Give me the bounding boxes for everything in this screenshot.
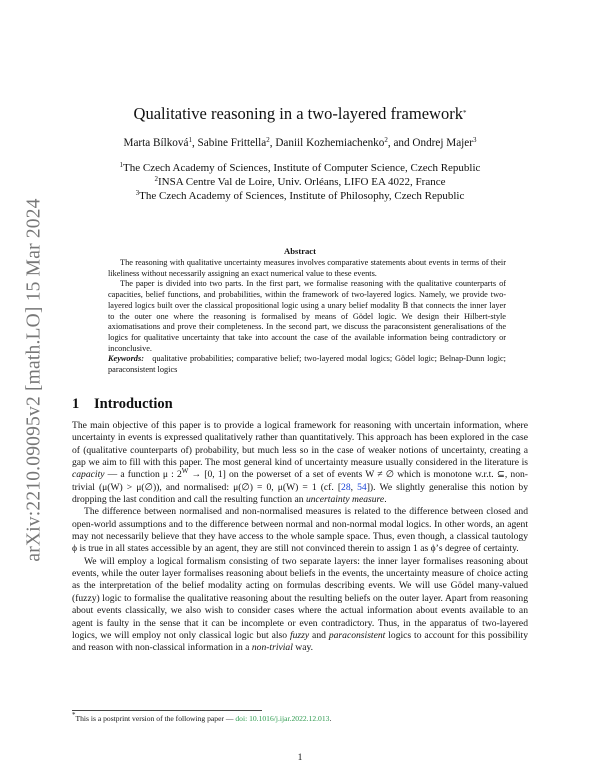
author-affil-mark: 2	[384, 136, 388, 144]
text-run: → [0, 1] on the powerset of a set of events W ≠ ∅ which is monotone w.r.t. ⊆, non-trivial (μ(W) > μ(∅)), and normalised: μ(∅) = 0, μ(W) = 1 (cf. [	[72, 469, 528, 493]
text-run: and	[309, 629, 329, 641]
footnote-text: This is a postprint version of the following paper —	[75, 714, 236, 723]
author-affil-mark: 1	[188, 136, 192, 144]
title-footnote-mark: *	[462, 109, 467, 117]
term-capacity: capacity	[72, 469, 105, 481]
footnote-mark: *	[72, 711, 76, 719]
affil-text: The Czech Academy of Sciences, Institute of Computer Science, Czech Republic	[123, 162, 481, 174]
author-name: Ondrej Majer	[412, 137, 473, 149]
affil-mark: 2	[154, 175, 158, 183]
title-text: Qualitative reasoning in a two-layered framework	[133, 104, 463, 123]
affil-text: The Czech Academy of Sciences, Institute of Philosophy, Czech Republic	[139, 190, 465, 202]
abstract-heading: Abstract	[284, 246, 316, 256]
author-name: Sabine Frittella	[197, 137, 267, 149]
text-run: We will employ a logical formalism consisting of two separate layers: the inner layer formalises reasoning about events, while the outer layer formalises reasoning about beliefs in the events, the uncertainty measure of choice acting as the interpretation of the belief modality acting on formulas describing events. We will use Gödel many-valued (fuzzy) logic to formalise the qualitative reasoning about the resulting beliefs on the outer layer. Apart from reasoning about events classically, we also wish to consider cases where the actual information about events available to an agent is faulty in the sense that it can be incomplete or even contradictory. Thus, in the apparatus of two-layered logics, we will employ not only classical logic but also	[72, 555, 528, 641]
text-run: logics to account for this possibility and reason with non-classical information in a	[72, 629, 528, 654]
author-affil-mark: 2	[266, 136, 270, 144]
term-uncertainty-measure: uncertainty measure	[305, 494, 385, 506]
author-name: Daniil Kozhemiachenko	[275, 137, 385, 149]
keywords-text: qualitative probabilities; comparative belief; two-layered modal logics; Gödel logic; Belnap-Dunn logic; paraconsistent logics	[108, 354, 506, 375]
footnote	[72, 711, 528, 723]
text-run: ,	[350, 481, 358, 493]
arxiv-identifier: arXiv:2210.09095v2 [math.LO] 15 Mar 2024	[24, 198, 45, 562]
text-run: The main objective of this paper is to provide a logical framework for reasoning with uncertain information, where uncertainty in events is expressed qualitatively rather than quantitatively. This approach has been explored in the case of (qualitative counterparts of) probability, but much less so in the case of weaker notions of uncertainty, creating a gap we aim to fill with this paper. The most general kind of uncertainty measure usually considered in the literature is	[72, 420, 528, 469]
author-list: Marta Bílková$^1$, Sabine Frittella$^2$, Daniil Kozhemiachenko$^2$, and Ondrej Majer$^3$	[123, 136, 477, 149]
body-text	[72, 420, 528, 655]
term-fuzzy: fuzzy	[289, 629, 310, 641]
author-joiner: , and	[387, 137, 413, 149]
abstract-body	[108, 258, 506, 376]
body-paragraph	[72, 420, 528, 506]
affil-text: INSA Centre Val de Loire, Univ. Orléans, LIFO EA 4022, France	[158, 176, 446, 188]
affil-mark: 3	[135, 189, 140, 197]
section-heading	[72, 396, 173, 413]
body-paragraph: The difference between normalised and non-normalised measures is related to the difference between closed and open-world assumptions and to the difference between normal and non-normal modal logics. In other words, an agent may not necessarily believe that they have access to the whole sample space. Thus, even though, a classical tautology ϕ is true in all states accessible by an agent, they are still not convinced therein to assign 1 as ϕ’s degree of certainty.	[72, 506, 528, 555]
section-title: Introduction	[94, 396, 173, 412]
term-paraconsistent: paraconsistent	[328, 629, 386, 641]
abstract-paragraph: The reasoning with qualitative uncertainty measures involves comparative statements about events in terms of their likeliness without necessarily assigning an exact numerical value to these events.	[108, 258, 506, 278]
text-run: ]). We slightly generalise this notion by dropping the last condition and call the resulting function an	[72, 481, 529, 506]
text-run: .	[384, 494, 387, 506]
author-affil-mark: 3	[472, 136, 477, 144]
citation-link[interactable]: 28	[341, 481, 351, 493]
affil-mark: 1	[119, 161, 124, 169]
abstract-paragraph: The paper is divided into two parts. In the first part, we formalise reasoning with the qualitative counterparts of capacities, belief functions, and probabilities, within the framework of two-layered logics. Namely, we provide two-layered logics built over the classical propositional logic using a unary belief modality 𝔹 that connects the inner layer to the outer one where the reasoning is formalised by means of Gödel logic. We design their Hilbert-style axiomatisations and prove their completeness. In the second part, we discuss the paraconsistent generalisations of the logics for qualitative uncertainty that take into account the case of the available information being contradictory or inconclusive.	[108, 279, 506, 353]
citation-link[interactable]: 54	[357, 481, 367, 493]
footnote-end: .	[329, 714, 332, 723]
text-run: way.	[292, 642, 314, 654]
term-non-trivial: non-trivial	[251, 642, 293, 654]
affiliation	[0, 190, 600, 202]
section-number: 1	[72, 396, 80, 412]
author-name: Marta Bílková	[123, 137, 189, 149]
affiliation	[0, 176, 600, 188]
page-number: 1	[297, 752, 303, 763]
affiliation	[0, 162, 600, 174]
footnote-rule	[72, 710, 262, 711]
doi-link[interactable]: doi: 10.1016/j.ijar.2022.12.013	[235, 714, 330, 723]
body-paragraph	[72, 556, 528, 655]
text-run: — a function μ : 2	[104, 469, 182, 481]
keywords	[108, 354, 506, 375]
paper-title	[0, 104, 600, 124]
superscript: W	[181, 467, 189, 476]
keywords-label: Keywords:	[108, 354, 144, 364]
arxiv-stamp	[20, 170, 50, 590]
